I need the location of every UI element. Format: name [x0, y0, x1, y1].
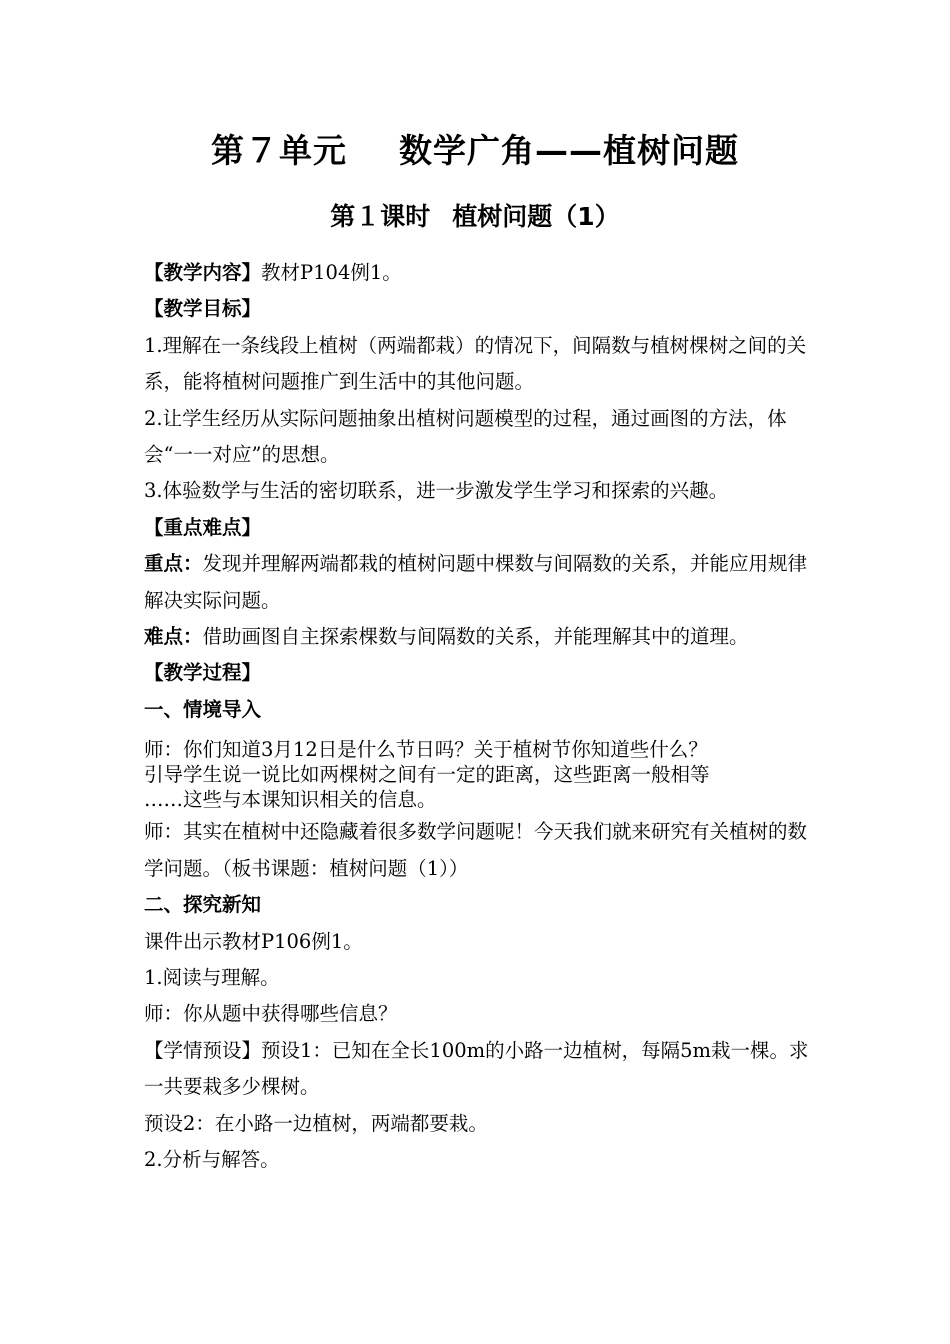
lesson-topic: 植树问题（1）	[452, 202, 620, 231]
unit-number: 第７单元	[211, 131, 347, 170]
key-point-label: 重点：	[144, 552, 203, 576]
objective-2: 2.让学生经历从实际问题抽象出植树问题模型的过程，通过画图的方法，体会“一一对应”的思想。	[144, 406, 787, 467]
teaching-content	[144, 255, 812, 291]
objective-1: 1.理解在一条线段上植树（两端都栽）的情况下，间隔数与植树棵树之间的关系，能将植树问题推广到生活中的其他问题。	[144, 333, 807, 394]
lesson-subtitle	[0, 197, 950, 237]
preset-2: 预设2：在小路一边植树，两端都要栽。	[144, 1111, 488, 1135]
unit-topic: 数学广角——植树问题	[399, 131, 739, 170]
difficulty-text: 借助画图自主探索棵数与间隔数的关系，并能理解其中的道理。	[202, 625, 749, 649]
process-heading: 【教学过程】	[144, 661, 262, 685]
page-title	[0, 128, 950, 174]
lesson-number: 第１课时	[330, 202, 431, 231]
step-2: 2.分析与解答。	[144, 1147, 280, 1171]
intro-line-4: 师：其实在植树中还隐藏着很多数学问题呢！今天我们就来研究有关植树的数学问题。（板书课题：植树问题（1））	[144, 820, 808, 880]
courseware-line: 课件出示教材P106例1。	[144, 929, 363, 953]
difficulty	[144, 619, 812, 655]
objectives-heading: 【教学目标】	[144, 297, 262, 321]
intro-line-2: 引导学生说一说比如两棵树之间有一定的距离，这些距离一般相等	[144, 763, 710, 787]
section-2-heading: 二、探究新知	[144, 893, 262, 917]
section-1-heading: 一、情境导入	[144, 697, 262, 721]
key-points-heading: 【重点难点】	[144, 515, 262, 539]
step-1: 1.阅读与理解。	[144, 965, 280, 989]
teaching-content-text: 教材P104例1。	[261, 261, 402, 284]
lesson-body	[144, 255, 812, 1178]
intro-line-1: 师：你们知道3月12日是什么节日吗？关于植树节你知道些什么？	[144, 738, 708, 762]
difficulty-label: 难点：	[144, 625, 203, 649]
key-point-text: 发现并理解两端都栽的植树问题中棵数与间隔数的关系，并能应用规律解决实际问题。	[144, 552, 808, 612]
objective-3: 3.体验数学与生活的密切联系，进一步激发学生学习和探索的兴趣。	[144, 479, 729, 503]
key-point	[144, 546, 812, 619]
teaching-content-label: 【教学内容】	[144, 261, 262, 284]
preset-1: 【学情预设】预设1：已知在全长100m的小路一边植树，每隔5m栽一棵。求一共要栽多少棵树。	[144, 1038, 809, 1099]
teacher-question: 师：你从题中获得哪些信息？	[144, 1002, 398, 1026]
intro-line-3: ……这些与本课知识相关的信息。	[144, 788, 437, 812]
